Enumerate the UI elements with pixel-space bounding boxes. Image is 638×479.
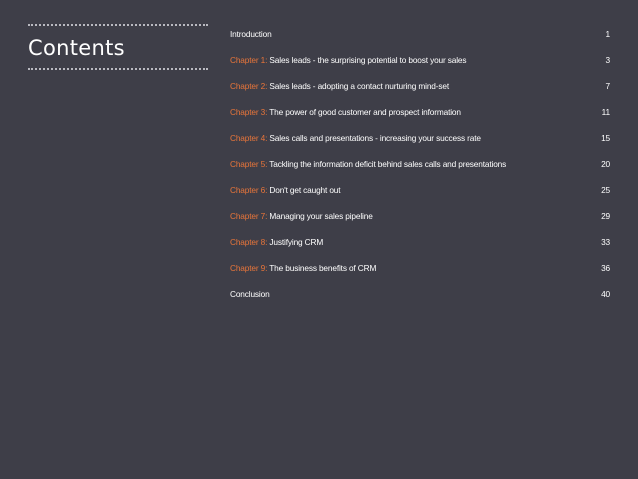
toc-entry-title: Justifying CRM <box>269 237 324 247</box>
toc-entry-text <box>230 55 466 65</box>
toc-entry-title: The business benefits of CRM <box>269 263 377 273</box>
toc-page-number: 20 <box>601 159 610 169</box>
toc-entry-title: Don't get caught out <box>269 185 341 195</box>
chapter-label: Chapter 7: <box>230 211 268 221</box>
toc-page-number: 33 <box>601 237 610 247</box>
toc-page-number: 7 <box>605 81 610 91</box>
toc-page-number: 40 <box>601 289 610 299</box>
page-title: Contents <box>28 36 125 60</box>
toc-entry-text <box>230 159 506 169</box>
chapter-label: Chapter 4: <box>230 133 268 143</box>
chapter-label: Chapter 1: <box>230 55 268 65</box>
toc-entry-chapter-1[interactable] <box>230 47 610 73</box>
toc-page-number: 1 <box>605 29 610 39</box>
toc-entry-chapter-9[interactable] <box>230 255 610 281</box>
toc-entry-text <box>230 289 270 299</box>
chapter-label: Chapter 5: <box>230 159 268 169</box>
toc-page-number: 29 <box>601 211 610 221</box>
toc-entry-text <box>230 185 340 195</box>
toc-entry-conclusion[interactable] <box>230 281 610 307</box>
chapter-label: Chapter 3: <box>230 107 268 117</box>
chapter-label: Chapter 8: <box>230 237 268 247</box>
toc-page-number: 11 <box>601 107 610 117</box>
chapter-label: Chapter 6: <box>230 185 268 195</box>
toc-entry-text <box>230 211 373 221</box>
toc-entry-title: Conclusion <box>230 289 270 299</box>
toc-entry-title: Managing your sales pipeline <box>269 211 373 221</box>
toc-entry-chapter-6[interactable] <box>230 177 610 203</box>
toc-entry-title: Introduction <box>230 29 272 39</box>
toc-entry-title: Sales calls and presentations - increasing your success rate <box>269 133 481 143</box>
toc-entry-text <box>230 237 323 247</box>
toc-entry-text <box>230 133 481 143</box>
toc-entry-chapter-4[interactable] <box>230 125 610 151</box>
toc-entry-text <box>230 107 461 117</box>
toc-entry-title: Tackling the information deficit behind sales calls and presentations <box>269 159 507 169</box>
toc-entry-text <box>230 81 449 91</box>
toc-entry-text <box>230 263 376 273</box>
dotted-divider-top <box>28 24 208 26</box>
dotted-divider-bottom <box>28 68 208 70</box>
toc-page-number: 15 <box>601 133 610 143</box>
toc-entry-chapter-2[interactable] <box>230 73 610 99</box>
toc-entry-title: Sales leads - adopting a contact nurturing mind-set <box>269 81 450 91</box>
toc-entry-text <box>230 29 272 39</box>
toc-page-number: 36 <box>601 263 610 273</box>
toc-entry-chapter-3[interactable] <box>230 99 610 125</box>
toc-entry-chapter-8[interactable] <box>230 229 610 255</box>
toc-page-number: 3 <box>605 55 610 65</box>
toc-entry-title: The power of good customer and prospect information <box>269 107 461 117</box>
toc-entry-introduction[interactable] <box>230 21 610 47</box>
chapter-label: Chapter 2: <box>230 81 268 91</box>
chapter-label: Chapter 9: <box>230 263 268 273</box>
toc-entry-chapter-5[interactable] <box>230 151 610 177</box>
toc-entry-chapter-7[interactable] <box>230 203 610 229</box>
contents-header <box>28 24 210 70</box>
table-of-contents <box>230 21 610 307</box>
toc-page-number: 25 <box>601 185 610 195</box>
toc-entry-title: Sales leads - the surprising potential to boost your sales <box>269 55 467 65</box>
